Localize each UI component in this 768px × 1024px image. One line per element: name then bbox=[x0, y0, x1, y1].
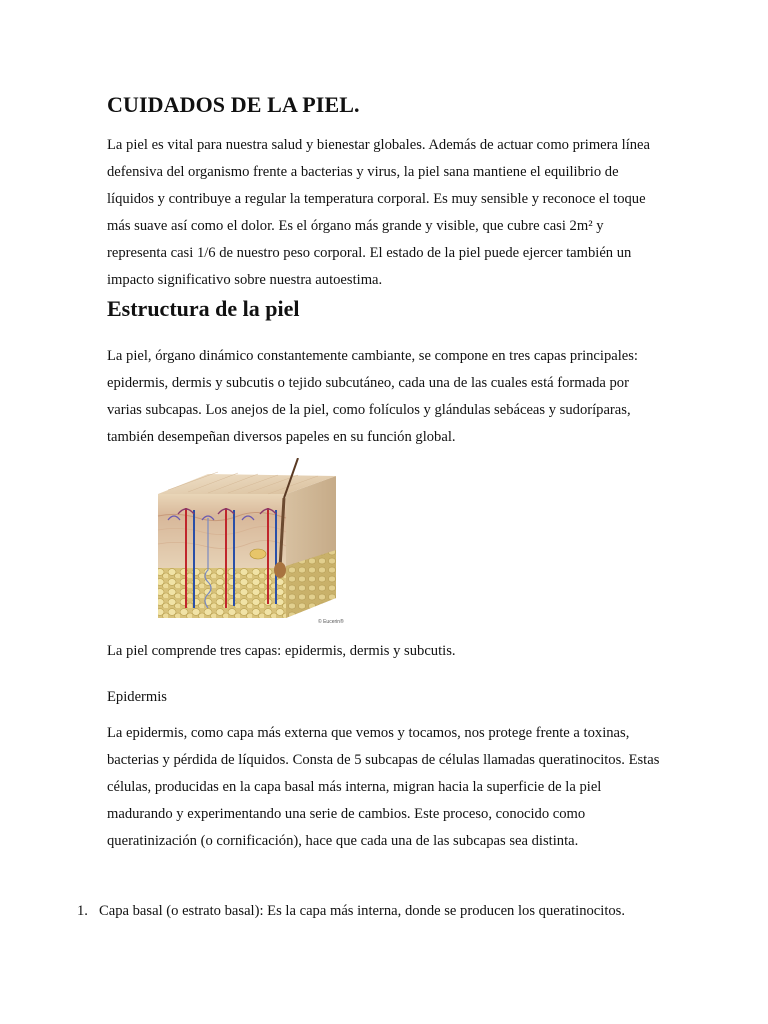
epidermis-paragraph: La epidermis, como capa más externa que vemos y tocamos, nos protege frente a toxinas, bacterias y pérdida de líquidos. Consta de 5 subcapas de células llamadas queratinocitos. Estas células, producidas en la capa basal más interna, migran hacia la superficie de la piel madurando y experimentando una serie de cambios. Este proceso, conocido como queratinización (o cornificación), hace que cada una de las subcapas sea distinta. bbox=[107, 725, 660, 849]
list-item bbox=[77, 900, 625, 922]
structure-paragraph: La piel, órgano dinámico constantemente cambiante, se compone en tres capas principales: epidermis, dermis y subcutis o tejido subcutáneo, cada una de las cuales está formada por varias subcapas. Los anejos de la piel, como folículos y glándulas sebáceas y sudoríparas, también desempeñan diversos papeles en su función global. bbox=[107, 348, 638, 445]
list-item-number: 1. bbox=[77, 903, 88, 919]
figure-caption: La piel comprende tres capas: epidermis, dermis y subcutis. bbox=[107, 643, 456, 659]
layers-list bbox=[77, 900, 625, 922]
subheading-epidermis: Epidermis bbox=[107, 689, 167, 705]
document-title: CUIDADOS DE LA PIEL. bbox=[107, 92, 360, 117]
skin-cross-section-figure bbox=[108, 458, 370, 630]
figure-copyright: © Eucerin® bbox=[318, 619, 344, 625]
list-item-text: Capa basal (o estrato basal): Es la capa más interna, donde se producen los queratinocitos. bbox=[99, 903, 626, 919]
section-heading: Estructura de la piel bbox=[107, 296, 300, 321]
intro-paragraph: La piel es vital para nuestra salud y bienestar globales. Además de actuar como primera línea defensiva del organismo frente a bacterias y virus, la piel sana mantiene el equilibrio de líquidos y contribuye a regular la temperatura corporal. Es muy sensible y reconoce el toque más suave así como el dolor. Es el órgano más grande y visible, que cubre casi 2m² y representa casi 1/6 de nuestro peso corporal. El estado de la piel puede ejercer también un impacto significativo sobre nuestra autoestima. bbox=[107, 137, 651, 288]
skin-cross-section-illustration bbox=[108, 458, 370, 630]
